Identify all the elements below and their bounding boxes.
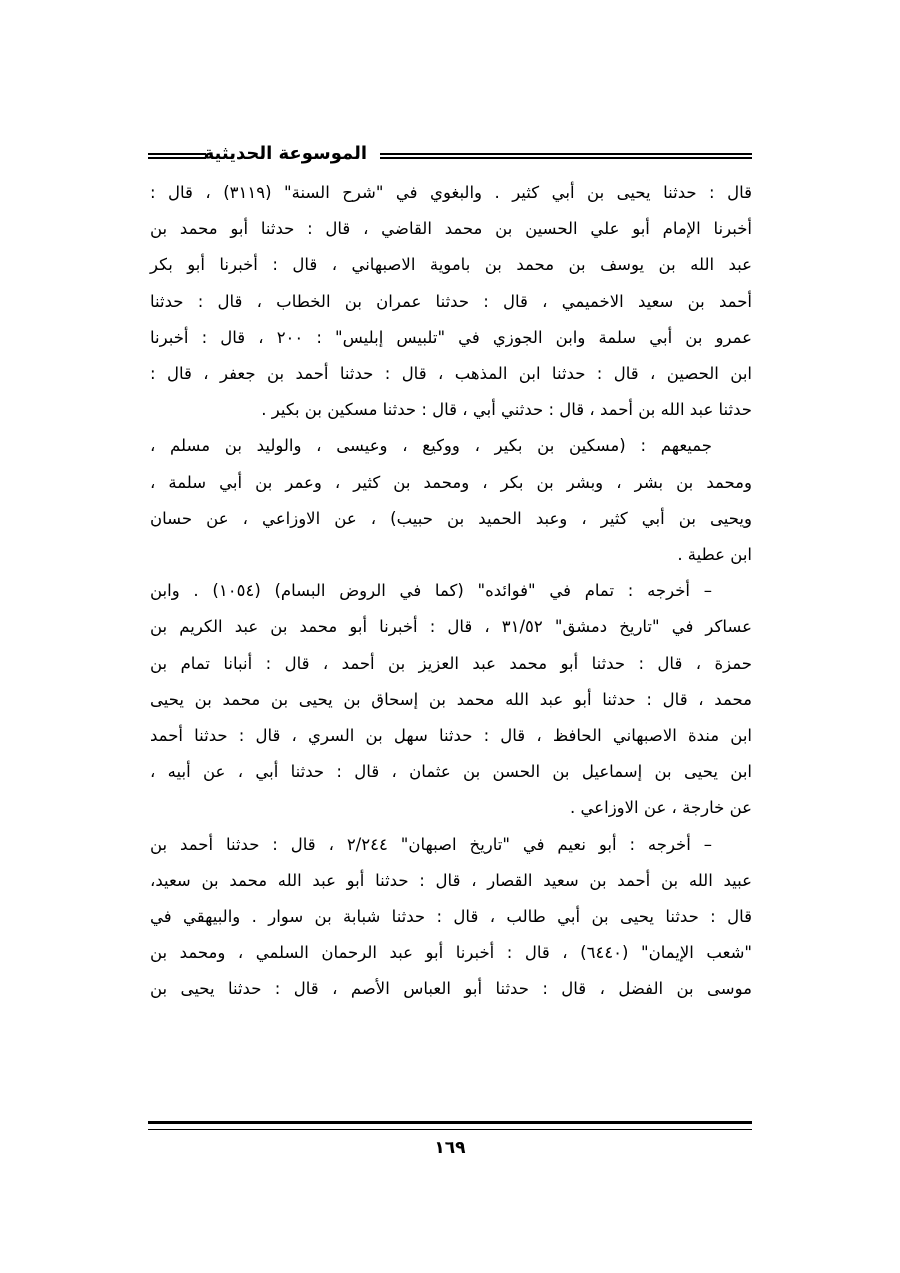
running-header	[148, 140, 752, 170]
page-body	[150, 175, 752, 1008]
text-line: – أخرجه : أبو نعيم في "تاريخ اصبهان" ٢/٢٤٤ ، قال : حدثنا أحمد بن	[150, 834, 712, 854]
text-line: ابن يحيى بن إسماعيل بن الحسن بن عثمان ، قال : حدثنا أبي ، عن أبيه ،	[150, 762, 752, 782]
paragraph-1	[150, 175, 752, 428]
paragraph-3	[150, 573, 752, 609]
text-line: عبد الله بن يوسف بن محمد بن باموية الاصبهاني ، قال : أخبرنا أبو بكر	[150, 255, 752, 275]
text-line: عبيد الله بن أحمد بن سعيد القصار ، قال : حدثنا أبو عبد الله محمد بن سعيد،	[150, 870, 752, 890]
paragraph-4-continued	[150, 863, 752, 1008]
text-line: ابن الحصين ، قال : حدثنا ابن المذهب ، قال : حدثنا أحمد بن جعفر ، قال :	[150, 364, 752, 384]
footer-rule-thin	[148, 1129, 752, 1130]
text-line: عساكر في "تاريخ دمشق" ٣١/٥٢ ، قال : أخبرنا أبو محمد بن عبد الكريم بن	[150, 617, 752, 637]
footer-rule-thick	[148, 1121, 752, 1124]
text-line: حمزة ، قال : حدثنا أبو محمد عبد العزيز بن أحمد ، قال : أنبانا تمام بن	[150, 653, 752, 673]
text-line: موسى بن الفضل ، قال : حدثنا أبو العباس الأصم ، قال : حدثنا يحيى بن	[150, 979, 752, 999]
text-line: عمرو بن أبي سلمة وابن الجوزي في "تلبيس إبليس" : ٢٠٠ ، قال : أخبرنا	[150, 327, 752, 347]
header-rule-right	[380, 153, 752, 159]
page-number: ١٦٩	[434, 1138, 466, 1158]
text-line: ومحمد بن بشر ، وبشر بن بكر ، ومحمد بن كثير ، وعمر بن أبي سلمة ،	[150, 472, 752, 492]
text-line: أخبرنا الإمام أبو علي الحسين بن محمد القاضي ، قال : حدثنا أبو محمد بن	[150, 219, 752, 239]
text-line: محمد ، قال : حدثنا أبو عبد الله محمد بن إسحاق بن يحيى بن محمد بن يحيى	[150, 689, 752, 709]
text-line: قال : حدثنا يحيى بن أبي كثير . والبغوي في "شرح السنة" (٣١١٩) ، قال :	[150, 183, 752, 202]
text-line: عن خارجة ، عن الاوزاعي .	[570, 798, 752, 818]
text-line: ابن عطية .	[677, 545, 752, 565]
text-line: – أخرجه : تمام في "فوائده" (كما في الروض البسام) (١٠٥٤) . وابن	[150, 581, 712, 601]
paragraph-2-continued	[150, 465, 752, 574]
text-line: حدثنا عبد الله بن أحمد ، قال : حدثني أبي ، قال : حدثنا مسكين بن بكير .	[261, 400, 752, 420]
text-line: جميعهم : (مسكين بن بكير ، ووكيع ، وعيسى ، والوليد بن مسلم ،	[150, 436, 712, 456]
running-header-title: الموسوعة الحديثية	[203, 143, 367, 164]
text-line: ابن مندة الاصبهاني الحافظ ، قال : حدثنا سهل بن السري ، قال : حدثنا أحمد	[150, 726, 752, 746]
text-line: ويحيى بن أبي كثير ، وعبد الحميد بن حبيب) ، عن الاوزاعي ، عن حسان	[150, 508, 752, 528]
text-line: قال : حدثنا يحيى بن أبي طالب ، قال : حدثنا شبابة بن سوار . والبيهقي في	[150, 907, 752, 927]
text-line: أحمد بن سعيد الاخميمي ، قال : حدثنا عمران بن الخطاب ، قال : حدثنا	[150, 291, 752, 311]
text-line: "شعب الإيمان" (٦٤٤٠) ، قال : أخبرنا أبو عبد الرحمان السلمي ، ومحمد بن	[150, 943, 752, 963]
paragraph-4	[150, 827, 752, 863]
header-rule-left	[148, 153, 206, 159]
paragraph-2	[150, 428, 752, 464]
paragraph-3-continued	[150, 609, 752, 826]
